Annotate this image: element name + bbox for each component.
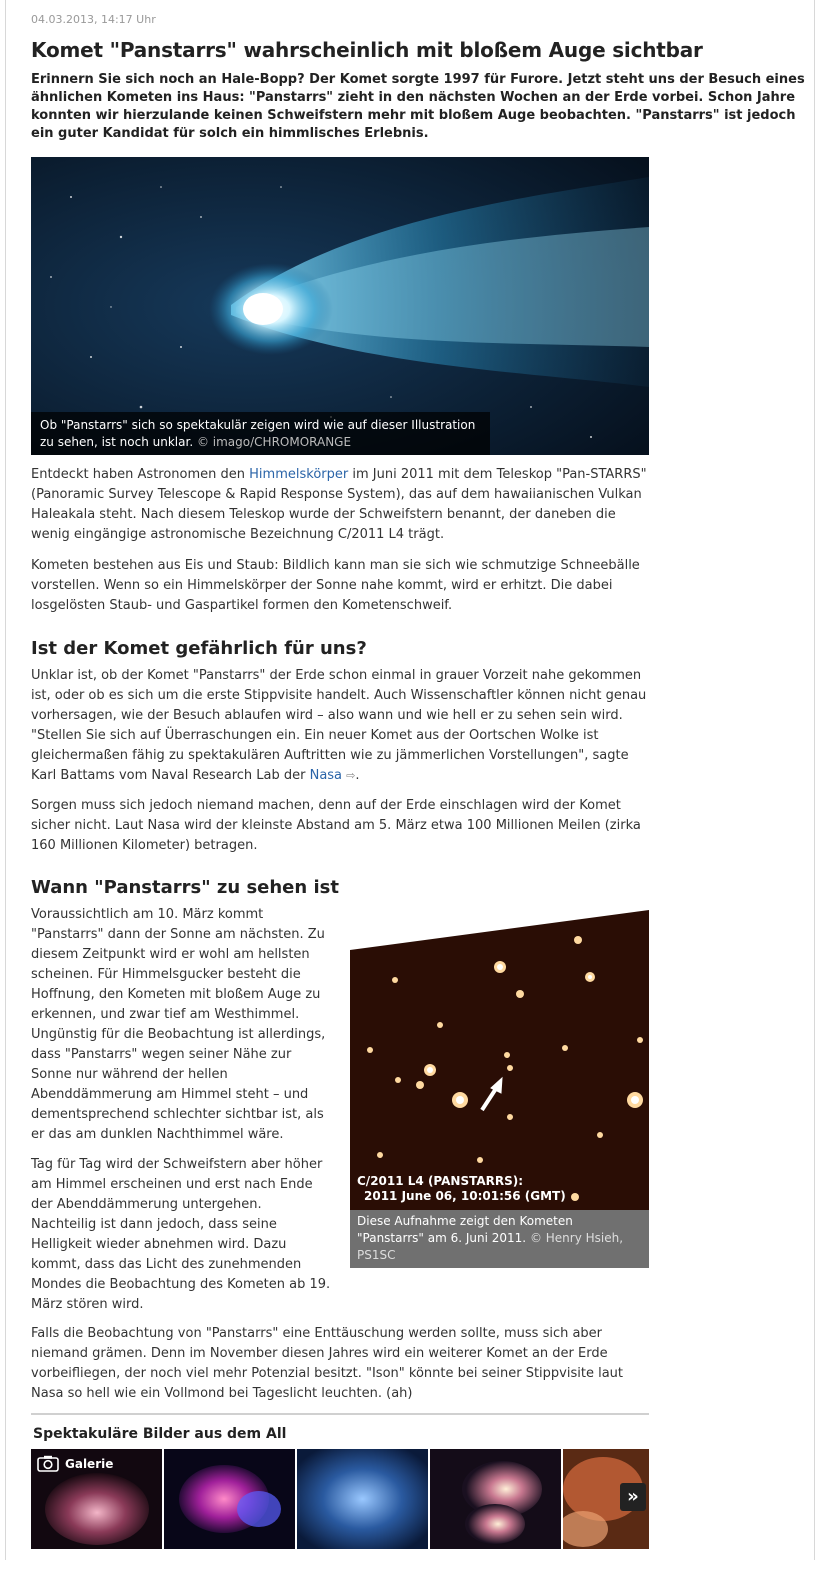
gallery-label-text: Galerie: [65, 1456, 114, 1471]
heading-sichtbar: Wann "Panstarrs" zu sehen ist: [31, 877, 339, 898]
article-date: 04.03.2013, 14:17 Uhr: [31, 13, 156, 26]
hero-image[interactable]: [31, 157, 649, 455]
photo-caption-text: Diese Aufnahme zeigt den Kometen "Panstarrs" am 6. Juni 2011.: [357, 1214, 573, 1245]
paragraph-3: [31, 666, 649, 786]
hero-caption: [31, 412, 490, 455]
paragraph-4: Sorgen muss sich jedoch niemand machen, denn auf der Erde einschlagen wird der Komet sicher nicht. Laut Nasa wird der kleinste Abstand am 5. März etwa 100 Millionen Meilen (zirka 160 Millionen Kilometer) betragen.: [31, 798, 641, 853]
p1-text-a: Entdeckt haben Astronomen den: [31, 467, 250, 482]
photo-label-line-2: 2011 June 06, 10:01:56 (GMT): [364, 1189, 566, 1203]
p3-text-b: .: [355, 768, 360, 783]
heading-gefaehrlich: Ist der Komet gefährlich für uns?: [31, 638, 367, 659]
nasa-link[interactable]: Nasa: [309, 768, 343, 783]
camera-icon: [37, 1455, 59, 1472]
comet-photo[interactable]: [350, 910, 649, 1268]
gallery-next-button[interactable]: »: [620, 1483, 646, 1511]
gallery-thumb-3[interactable]: [297, 1449, 428, 1549]
photo-label-line-1: C/2011 L4 (PANSTARRS):: [357, 1174, 524, 1188]
gallery-strip: [31, 1449, 649, 1549]
section-divider: [31, 1413, 649, 1415]
photo-label: [357, 1174, 566, 1204]
hero-caption-text: Ob "Panstarrs" sich so spektakulär zeigen wird wie auf dieser Illustration zu sehen, ist noch unklar.: [40, 418, 476, 449]
comet-photo-image: [350, 910, 649, 1210]
himmelskoerper-link[interactable]: Himmelskörper: [249, 467, 349, 482]
p1-text-b: im Juni 2011 mit dem Teleskop "Pan-STARRS" (Panoramic Survey Telescope & Rapid Response System), das auf dem hawaiianischen Vulkan Haleakala steht. Nach diesem Teleskop wurde der Schweifstern benannt, der daneben die wenig eingängige astronomische Bezeichnung C/2011 L4 trägt.: [31, 467, 647, 542]
gallery-thumb-2[interactable]: [164, 1449, 295, 1549]
gallery-thumb-4[interactable]: [430, 1449, 561, 1549]
paragraph-5: Voraussichtlich am 10. März kommt "Panstarrs" dann der Sonne am nächsten. Zu diesem Zeitpunkt wird er wohl am hellsten scheinen. Für Himmelsgucker besteht die Hoffnung, den Kometen mit bloßem Auge zu erkennen, und zwar tief am Westhimmel. Ungünstig für die Beobachtung ist allerdings, dass "Panstarrs" wegen seiner Nähe zur Sonne nur während der hellen Abenddämmerung am Himmel steht – und dementsprechend schlechter sichtbar ist, als er das am dunklen Nachthimmel wäre.: [31, 907, 326, 1142]
photo-caption: [350, 1210, 649, 1264]
article-title: Komet "Panstarrs" wahrscheinlich mit bloßem Auge sichtbar: [31, 38, 703, 62]
external-link-icon[interactable]: ⇨: [346, 769, 356, 782]
paragraph-1: [31, 465, 649, 545]
article-lead: Erinnern Sie sich noch an Hale-Bopp? Der Komet sorgte 1997 für Furore. Jetzt steht uns der Besuch eines ähnlichen Kometen ins Haus: "Panstarrs" zieht in den nächsten Wochen an der Erde vorbei. Schon Jahre konnten wir hierzulande keinen Schweifstern mehr mit bloßem Auge beobachten. "Panstarrs" ist jedoch ein guter Kandidat für solch ein himmlisches Erlebnis.: [31, 72, 805, 141]
hero-copyright: © imago/CHROMORANGE: [196, 435, 352, 449]
gallery-label[interactable]: [37, 1455, 113, 1472]
p3-text-a: Unklar ist, ob der Komet "Panstarrs" der Erde schon einmal in grauer Vorzeit nahe gekommen ist, oder ob es sich um die erste Stippvisite handelt. Auch Wissenschaftler können nicht genau vorhersagen, wie der Besuch ablaufen wird – also wann und wie hell er zu sehen sein wird. "Stellen Sie sich auf Überraschungen ein. Ein neuer Komet aus der Oortschen Wolke ist gleichermaßen fähig zu spektakulären Auftritten wie zu jämmerlichen Vorstellungen", sagte Karl Battams vom Naval Research Lab der: [31, 668, 647, 783]
gallery-title: Spektakuläre Bilder aus dem All: [33, 1426, 287, 1442]
comet-illustration: [31, 157, 649, 455]
photo-copyright: © Henry Hsieh, PS1SC: [357, 1231, 624, 1262]
paragraph-2: Kometen bestehen aus Eis und Staub: Bildlich kann man sie sich wie schmutzige Schneebälle vorstellen. Wenn so ein Himmelskörper der Sonne nahe kommt, wird er erhitzt. Die dabei losgelösten Staub- und Gaspartikel formen den Kometenschweif.: [31, 558, 640, 613]
paragraph-7: Falls die Beobachtung von "Panstarrs" eine Enttäuschung werden sollte, muss sich aber niemand grämen. Denn im November diesen Jahres wird ein weiterer Komet an der Erde vorbeifliegen, der noch viel mehr Potenzial besitzt. "Ison" könnte bei seiner Stippvisite laut Nasa so hell wie ein Vollmond bei Tageslicht leuchten. (ah): [31, 1326, 624, 1401]
paragraph-6: Tag für Tag wird der Schweifstern aber höher am Himmel erscheinen und erst nach Ende der Abenddämmerung untergehen. Nachteilig ist dann jedoch, dass seine Helligkeit wieder abnehmen wird. Dazu kommt, dass das Licht des zunehmenden Mondes die Beobachtung des Kometen ab 19. März stören wird.: [31, 1157, 331, 1312]
